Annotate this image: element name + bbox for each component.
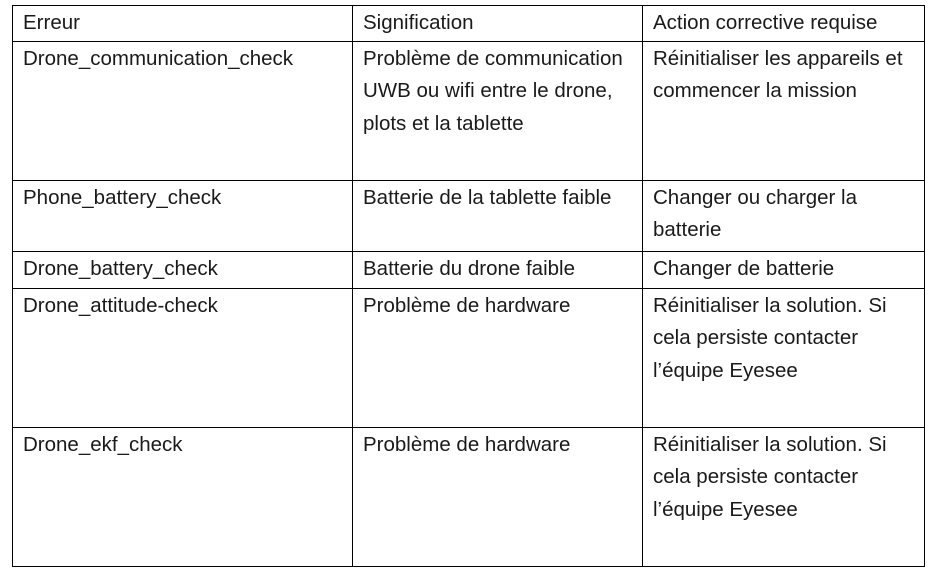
- table-row: [13, 41, 925, 180]
- cell-meaning: Problème de communication UWB ou wifi entre le drone, plots et la tablette: [353, 41, 643, 180]
- header-meaning: Signification: [353, 6, 643, 42]
- cell-action: Réinitialiser la solution. Si cela persiste contacter l’équipe Eyesee: [643, 427, 925, 566]
- table-row: [13, 288, 925, 427]
- table-header: [13, 6, 925, 42]
- cell-error: Drone_communication_check: [13, 41, 353, 180]
- cell-error: Drone_attitude-check: [13, 288, 353, 427]
- header-row: [13, 6, 925, 42]
- header-error: Erreur: [13, 6, 353, 42]
- table-body: [13, 41, 925, 566]
- error-table: [12, 5, 925, 567]
- table-row: [13, 251, 925, 288]
- cell-action: Changer ou charger la batterie: [643, 180, 925, 251]
- cell-action: Changer de batterie: [643, 251, 925, 288]
- cell-error: Drone_ekf_check: [13, 427, 353, 566]
- cell-meaning: Problème de hardware: [353, 427, 643, 566]
- cell-meaning: Problème de hardware: [353, 288, 643, 427]
- header-action: Action corrective requise: [643, 6, 925, 42]
- cell-error: Phone_battery_check: [13, 180, 353, 251]
- table-row: [13, 180, 925, 251]
- table-row: [13, 427, 925, 566]
- cell-action: Réinitialiser les appareils et commencer la mission: [643, 41, 925, 180]
- cell-error: Drone_battery_check: [13, 251, 353, 288]
- cell-action: Réinitialiser la solution. Si cela persiste contacter l’équipe Eyesee: [643, 288, 925, 427]
- cell-meaning: Batterie du drone faible: [353, 251, 643, 288]
- cell-meaning: Batterie de la tablette faible: [353, 180, 643, 251]
